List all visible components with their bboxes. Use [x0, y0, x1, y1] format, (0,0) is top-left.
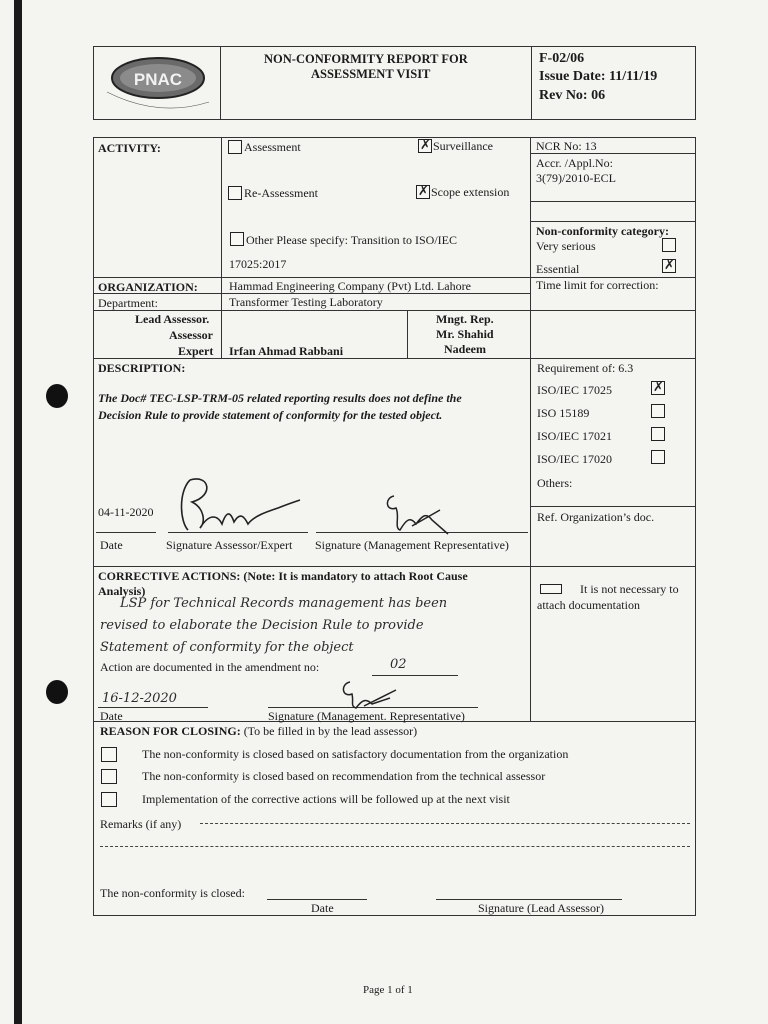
other-checkbox[interactable]	[230, 232, 244, 246]
description-label: DESCRIPTION:	[98, 361, 186, 375]
closing-option-3-label: Implementation of the corrective actions will be followed up at the next visit	[142, 792, 510, 806]
remarks-line-2	[100, 846, 690, 847]
mngt-rep-line2: Mr. Shahid	[436, 327, 494, 341]
requirement-option-2-checkbox[interactable]	[651, 404, 665, 418]
surveillance-label: Surveillance	[433, 139, 493, 153]
punch-hole-top	[46, 384, 68, 408]
closing-option-2-checkbox[interactable]	[101, 769, 117, 784]
issue-date: Issue Date: 11/11/19	[539, 69, 658, 84]
corrective-date-value: 16-12-2020	[102, 691, 177, 706]
description-text-line1: The Doc# TEC-LSP-TRM-05 related reporting results does not define the	[98, 391, 462, 405]
closing-option-2-label: The non-conformity is closed based on recommendation from the technical assessor	[142, 769, 546, 783]
reason-for-closing	[100, 724, 417, 738]
other-specify-line1: Other Please specify: Transition to ISO/IEC	[246, 233, 457, 247]
mngt-rep-line1: Mngt. Rep.	[436, 312, 494, 326]
scope-extension-label: Scope extension	[431, 185, 510, 199]
essential-checkbox[interactable]	[662, 259, 676, 273]
svg-text:PNAC: PNAC	[133, 70, 183, 89]
assessment-label: Assessment	[244, 140, 301, 154]
assessor-signature	[170, 472, 310, 534]
scan-edge	[14, 0, 22, 1024]
nc-closed-label: The non-conformity is closed:	[100, 886, 245, 900]
very-serious-checkbox[interactable]	[662, 238, 676, 252]
very-serious-label: Very serious	[536, 239, 596, 253]
scope-extension-checkbox[interactable]	[416, 185, 430, 199]
department-value: Transformer Testing Laboratory	[229, 295, 383, 309]
surveillance-checkbox[interactable]	[418, 139, 432, 153]
closing-option-1-label: The non-conformity is closed based on satisfactory documentation from the organization	[142, 747, 569, 761]
expert-value: Irfan Ahmad Rabbani	[229, 344, 344, 358]
description-date-label: Date	[100, 538, 123, 552]
requirement-label: Requirement of: 6.3	[537, 361, 634, 375]
description-date-value: 04-11-2020	[98, 505, 154, 519]
assessor-label: Assessor	[169, 328, 213, 342]
description-text-line2: Decision Rule to provide statement of conformity for the tested object.	[98, 408, 443, 422]
ref-organization-doc: Ref. Organization’s doc.	[537, 510, 655, 524]
assessor-signature-label: Signature Assessor/Expert	[166, 538, 293, 552]
mngt-rep-line3: Nadeem	[444, 342, 486, 356]
essential-label: Essential	[536, 262, 580, 276]
reassessment-label: Re-Assessment	[244, 186, 318, 200]
time-limit-label: Time limit for correction:	[536, 278, 659, 292]
lead-assessor-signature-label: Signature (Lead Assessor)	[478, 901, 604, 915]
closing-option-1-checkbox[interactable]	[101, 747, 117, 762]
requirement-others: Others:	[537, 476, 573, 490]
report-title-line2: ASSESSMENT VISIT	[311, 67, 431, 81]
requirement-option-4-checkbox[interactable]	[651, 450, 665, 464]
organization-value: Hammad Engineering Company (Pvt) Ltd. Lahore	[229, 279, 471, 293]
requirement-option-3-label: ISO/IEC 17021	[537, 429, 612, 443]
not-necessary-line2: attach documentation	[537, 598, 640, 612]
closing-option-3-checkbox[interactable]	[101, 792, 117, 807]
corrective-signature-label: Signature (Management. Representative)	[268, 709, 465, 723]
accr-label: Accr. /Appl.No:	[536, 156, 613, 170]
assessment-checkbox[interactable]	[228, 140, 242, 154]
amendment-label: Action are documented in the amendment no:	[100, 660, 320, 674]
corrective-mgmt-signature	[334, 676, 404, 712]
reason-for-closing-label: REASON FOR CLOSING:	[100, 724, 241, 738]
requirement-option-4-label: ISO/IEC 17020	[537, 452, 612, 466]
amendment-number: 02	[390, 657, 407, 672]
closing-date-label: Date	[311, 901, 334, 915]
nc-category-label: Non-conformity category:	[536, 224, 669, 238]
form-number: F-02/06	[539, 51, 585, 66]
punch-hole-bottom	[46, 680, 68, 704]
activity-label: ACTIVITY:	[98, 141, 161, 155]
other-specify-line2: 17025:2017	[229, 257, 287, 271]
remarks-line-1	[200, 823, 690, 824]
not-necessary-line1: It is not necessary to	[580, 582, 679, 596]
mgmt-signature	[372, 490, 462, 538]
report-title-line1: NON-CONFORMITY REPORT FOR	[264, 52, 468, 66]
remarks-label: Remarks (if any)	[100, 817, 182, 831]
department-label: Department:	[98, 296, 158, 310]
not-necessary-checkbox[interactable]	[540, 584, 562, 594]
pnac-logo	[101, 52, 215, 116]
corrective-handwritten-line2: revised to elaborate the Decision Rule to provide	[100, 618, 424, 633]
corrective-actions-label-line1: CORRECTIVE ACTIONS: (Note: It is mandatory to attach Root Cause	[98, 569, 468, 583]
lead-assessor-label: Lead Assessor.	[135, 312, 210, 326]
page-number: Page 1 of 1	[363, 984, 413, 996]
requirement-option-2-label: ISO 15189	[537, 406, 590, 420]
corrective-handwritten-line1: LSP for Technical Records management has been	[120, 596, 448, 611]
corrective-actions-label-line2: Analysis)	[98, 584, 146, 598]
reassessment-checkbox[interactable]	[228, 186, 242, 200]
expert-label: Expert	[178, 344, 214, 358]
reason-for-closing-note: (To be filled in by the lead assessor)	[243, 724, 418, 738]
requirement-option-1-checkbox[interactable]	[651, 381, 665, 395]
requirement-option-1-label: ISO/IEC 17025	[537, 383, 612, 397]
requirement-option-3-checkbox[interactable]	[651, 427, 665, 441]
revision-number: Rev No: 06	[539, 88, 606, 103]
ncr-number: NCR No: 13	[536, 139, 597, 153]
organization-label: ORGANIZATION:	[98, 280, 198, 294]
accr-value: 3(79)/2010-ECL	[536, 171, 616, 185]
corrective-date-label: Date	[100, 709, 123, 723]
corrective-handwritten-line3: Statement of conformity for the object	[100, 640, 354, 655]
mgmt-signature-label: Signature (Management Representative)	[315, 538, 509, 552]
